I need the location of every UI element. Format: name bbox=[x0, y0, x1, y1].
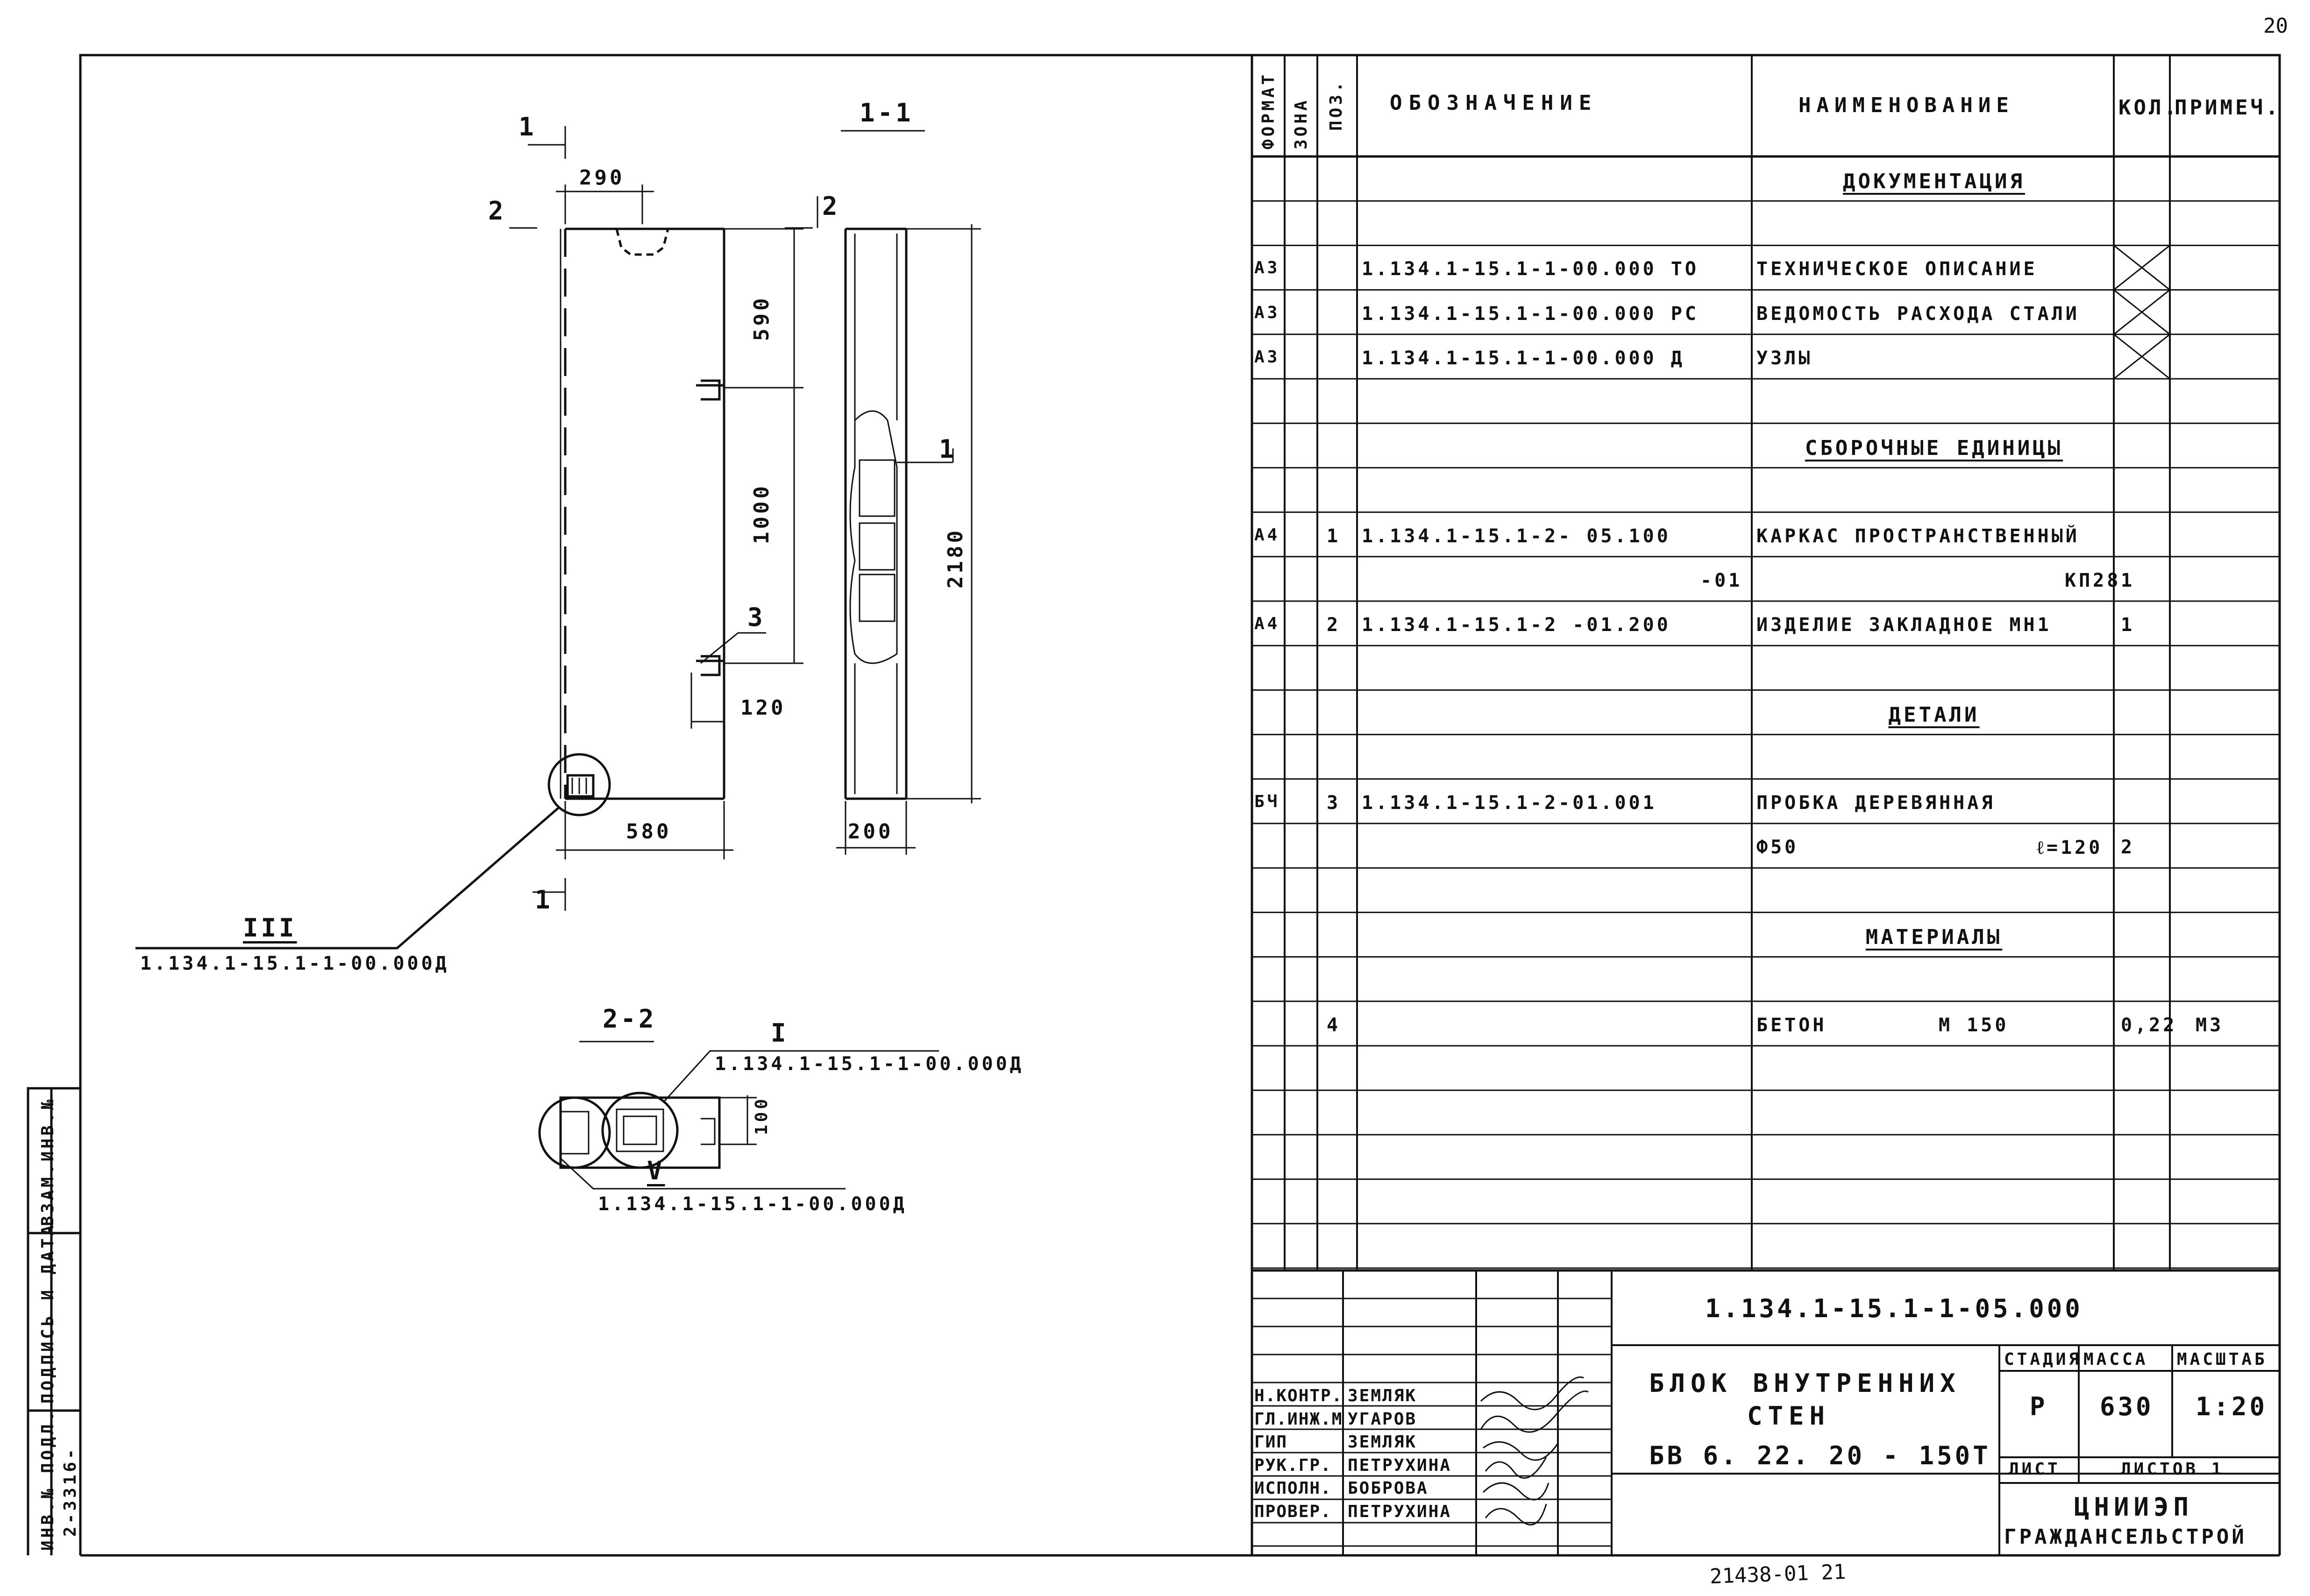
section-1-1-title: 1-1 bbox=[860, 98, 914, 128]
sheet-label: ЛИСТ bbox=[2009, 1460, 2061, 1479]
row-quantity: 0,22 bbox=[2121, 1014, 2177, 1036]
row-designation: -01 bbox=[1700, 569, 1743, 591]
dim-2180: 2180 bbox=[944, 528, 967, 589]
bottom-stamp: 21438-01 21 bbox=[1709, 1560, 1847, 1589]
vzam-label: ВЗАМ.ИНВ.№ bbox=[38, 1097, 57, 1226]
signer-role: ИСПОЛН. bbox=[1254, 1479, 1332, 1498]
row-quantity: 1 bbox=[2121, 569, 2135, 591]
signer-name: ПЕТРУХИНА bbox=[1348, 1455, 1452, 1475]
header-name: НАИМЕНОВАНИЕ bbox=[1798, 93, 2014, 117]
row-format: А3 bbox=[1254, 258, 1280, 278]
row-position: 4 bbox=[1327, 1014, 1341, 1036]
signer-role: ГЛ.ИНЖ.М bbox=[1254, 1409, 1343, 1429]
mass-label: МАССА bbox=[2083, 1350, 2148, 1369]
row-format: А3 bbox=[1254, 347, 1280, 367]
header-format: ФОРМАТ bbox=[1259, 71, 1278, 149]
position-1-label: 1 bbox=[939, 434, 957, 464]
position-3-label: 3 bbox=[747, 603, 766, 632]
inv-value: 2-3316- bbox=[61, 1446, 80, 1537]
header-designation: ОБОЗНАЧЕНИЕ bbox=[1390, 91, 1598, 115]
signer-role: ГИП bbox=[1254, 1433, 1288, 1452]
scale-value: 1:20 bbox=[2196, 1392, 2268, 1421]
dim-100: 100 bbox=[752, 1096, 771, 1135]
row-name-extra: ℓ=120 bbox=[2037, 837, 2103, 858]
row-quantity: 1 bbox=[2121, 614, 2135, 636]
cross-mark bbox=[2114, 290, 2170, 334]
row-name: Ф50 bbox=[1756, 837, 1799, 858]
sign-label: ПОДПИСЬ И ДАТА bbox=[38, 1222, 57, 1404]
node-I-label: I bbox=[771, 1018, 789, 1048]
row-section-title: СБОРОЧНЫЕ ЕДИНИЦЫ bbox=[1805, 436, 2063, 461]
row-name: ТЕХНИЧЕСКОЕ ОПИСАНИЕ bbox=[1756, 258, 2038, 280]
signer-name: УГАРОВ bbox=[1348, 1409, 1417, 1429]
sheets-label: ЛИСТОВ 1 bbox=[2121, 1460, 2225, 1479]
row-format: А3 bbox=[1254, 303, 1280, 322]
header-zone: ЗОНА bbox=[1292, 98, 1311, 149]
page-number: 20 bbox=[2263, 14, 2288, 38]
signer-name: ПЕТРУХИНА bbox=[1348, 1502, 1452, 1521]
dim-200: 200 bbox=[848, 820, 894, 844]
signer-name: БОБРОВА bbox=[1348, 1479, 1429, 1498]
dim-120: 120 bbox=[740, 696, 786, 720]
row-name: УЗЛЫ bbox=[1756, 347, 1813, 369]
row-position: 3 bbox=[1327, 792, 1341, 814]
row-position: 1 bbox=[1327, 525, 1341, 547]
signer-name: ЗЕМЛЯК bbox=[1348, 1386, 1417, 1405]
row-designation: 1.134.1-15.1-2 -01.200 bbox=[1362, 614, 1671, 636]
cut-mark-1-top: 1 bbox=[519, 112, 537, 142]
row-designation: 1.134.1-15.1-2-01.001 bbox=[1362, 792, 1657, 814]
node-III-ref: 1.134.1-15.1-1-00.000Д bbox=[140, 953, 449, 974]
signer-role: РУК.ГР. bbox=[1254, 1455, 1332, 1475]
dim-590: 590 bbox=[750, 295, 774, 341]
row-name: КП28 bbox=[2065, 569, 2121, 591]
signer-name: ЗЕМЛЯК bbox=[1348, 1433, 1417, 1452]
header-qty: КОЛ. bbox=[2118, 96, 2179, 120]
row-designation: 1.134.1-15.1-1-00.000 РС bbox=[1362, 303, 1699, 325]
cut-mark-1-bottom: 1 bbox=[535, 885, 553, 915]
row-section-title: ДЕТАЛИ bbox=[1888, 703, 1980, 727]
row-section-title: МАТЕРИАЛЫ bbox=[1865, 925, 2003, 950]
dim-1000: 1000 bbox=[750, 483, 774, 544]
signer-role: Н.КОНТР. bbox=[1254, 1386, 1343, 1405]
row-designation: 1.134.1-15.1-1-00.000 Д bbox=[1362, 347, 1685, 369]
row-name: ИЗДЕЛИЕ ЗАКЛАДНОЕ МН1 bbox=[1756, 614, 2052, 636]
row-position: 2 bbox=[1327, 614, 1341, 636]
stage-value: Р bbox=[2030, 1392, 2048, 1421]
cross-mark bbox=[2114, 334, 2170, 379]
row-quantity: 2 bbox=[2121, 837, 2135, 858]
inv-label: ИНВ.№ ПОДЛ. bbox=[38, 1408, 57, 1551]
mass-value: 630 bbox=[2100, 1392, 2154, 1421]
row-note: М3 bbox=[2196, 1014, 2224, 1036]
node-V-label: V bbox=[647, 1156, 665, 1185]
doc-code: 1.134.1-15.1-1-05.000 bbox=[1705, 1294, 2083, 1323]
row-designation: 1.134.1-15.1-1-00.000 ТО bbox=[1362, 258, 1699, 280]
header-note: ПРИМЕЧ. bbox=[2175, 96, 2281, 120]
title-line-2: СТЕН bbox=[1747, 1401, 1831, 1431]
section-2-2-title: 2-2 bbox=[603, 1004, 657, 1034]
cut-mark-2-left: 2 bbox=[488, 196, 506, 226]
node-III-label: III bbox=[243, 913, 297, 943]
org-line-2: ГРАЖДАНСЕЛЬСТРОЙ bbox=[2004, 1525, 2247, 1549]
row-designation: 1.134.1-15.1-2- 05.100 bbox=[1362, 525, 1671, 547]
row-name: БЕТОН bbox=[1756, 1014, 1827, 1036]
dim-580: 580 bbox=[626, 820, 672, 844]
scale-label: МАСШТАБ bbox=[2177, 1350, 2267, 1369]
node-I-ref: 1.134.1-15.1-1-00.000Д bbox=[715, 1053, 1024, 1075]
node-V-ref: 1.134.1-15.1-1-00.000Д bbox=[598, 1193, 907, 1215]
row-name: КАРКАС ПРОСТРАНСТВЕННЫЙ bbox=[1756, 525, 2080, 547]
signer-role: ПРОВЕР. bbox=[1254, 1502, 1332, 1521]
cross-mark bbox=[2114, 245, 2170, 290]
title-line-1: БЛОК ВНУТРЕННИХ bbox=[1649, 1369, 1961, 1398]
header-pos: ПОЗ. bbox=[1327, 79, 1346, 131]
title-line-3: БВ 6. 22. 20 - 150Т bbox=[1649, 1441, 1991, 1470]
row-format: БЧ bbox=[1254, 792, 1280, 811]
cut-mark-2-right: 2 bbox=[822, 192, 840, 221]
row-section-title: ДОКУМЕНТАЦИЯ bbox=[1843, 170, 2025, 193]
dim-290: 290 bbox=[579, 166, 625, 190]
row-format: А4 bbox=[1254, 614, 1280, 633]
row-name: ПРОБКА ДЕРЕВЯННАЯ bbox=[1756, 792, 1996, 814]
row-name: ВЕДОМОСТЬ РАСХОДА СТАЛИ bbox=[1756, 303, 2080, 325]
row-name-extra: М 150 bbox=[1939, 1014, 2009, 1036]
row-format: А4 bbox=[1254, 525, 1280, 545]
org-line-1: ЦНИИЭП bbox=[2074, 1492, 2194, 1522]
stage-label: СТАДИЯ bbox=[2004, 1350, 2082, 1369]
